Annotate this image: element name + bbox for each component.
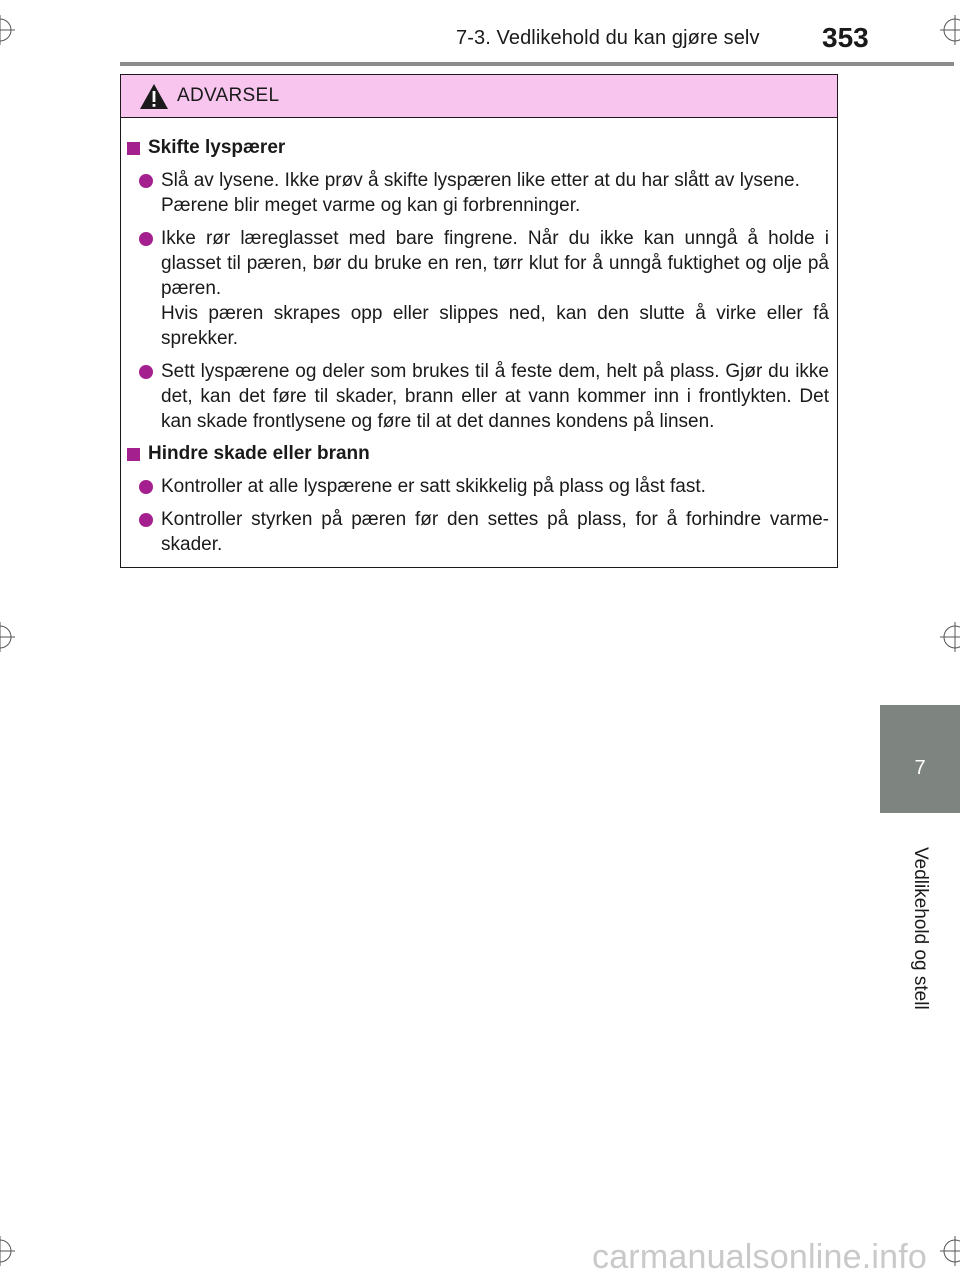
warning-header: [121, 75, 837, 118]
square-bullet-icon: [127, 448, 140, 461]
paragraph: Ikke rør læreglasset med bare fingrene. Når du ikke kan unngå å holde i glasset til pæren, bør du bruke en ren, tørr klut for å unngå fuktighet og olje på pæren.: [161, 228, 829, 299]
warning-box: [120, 74, 838, 568]
list-item-text: [161, 507, 829, 557]
list-item: [139, 474, 829, 499]
registration-mark-bottom-left: [0, 1236, 15, 1266]
chapter-number: 7: [914, 757, 926, 779]
page-number: 353: [822, 22, 869, 53]
paragraph: Slå av lysene. Ikke prøv å skifte lyspæren like etter at du har slått av lysene.: [161, 170, 800, 191]
header-divider: [120, 62, 954, 66]
paragraph: Pærene blir meget varme og kan gi forbrenninger.: [161, 195, 581, 216]
registration-mark-mid-left: [0, 622, 15, 652]
list-item: [139, 359, 829, 434]
round-bullet-icon: [139, 174, 153, 188]
paragraph: Kontroller styrken på pæren før den settes på plass, for å forhindre varme-skader.: [161, 509, 829, 555]
list-item: [139, 168, 829, 218]
chapter-tab: [880, 705, 960, 813]
list-item-text: [161, 226, 829, 351]
section-heading-text: Skifte lyspærer: [148, 137, 286, 158]
list-item-text: [161, 474, 829, 499]
list-item-text: [161, 359, 829, 434]
section-heading: [127, 136, 829, 160]
registration-mark-top-left: [0, 15, 15, 45]
section-heading-text: Hindre skade eller brann: [148, 443, 370, 464]
warning-body: [121, 118, 837, 557]
square-bullet-icon: [127, 142, 140, 155]
paragraph: Hvis pæren skrapes opp eller slippes ned, kan den slutte å virke eller få sprekker.: [161, 303, 829, 349]
list-item: [139, 507, 829, 557]
registration-mark-mid-right: [940, 622, 960, 652]
paragraph: Kontroller at alle lyspærene er satt skikkelig på plass og låst fast.: [161, 476, 706, 497]
warning-triangle-icon: [139, 83, 169, 110]
registration-mark-bottom-right: [940, 1236, 960, 1266]
chapter-title: Vedlikehold og stell: [910, 847, 931, 1010]
round-bullet-icon: [139, 365, 153, 379]
section-title: 7-3. Vedlikehold du kan gjøre selv: [456, 27, 760, 49]
warning-title: ADVARSEL: [177, 85, 280, 106]
round-bullet-icon: [139, 480, 153, 494]
list-item: [139, 226, 829, 351]
section-heading: [127, 442, 829, 466]
registration-mark-top-right: [940, 15, 960, 45]
paragraph: Sett lyspærene og deler som brukes til å feste dem, helt på plass. Gjør du ikke det, kan det føre til skader, brann eller at vann kommer inn i frontlykten. Det kan skade frontlysene og føre til at det dannes kondens på linsen.: [161, 361, 829, 432]
round-bullet-icon: [139, 513, 153, 527]
list-item-text: [161, 168, 829, 218]
watermark: carmanualsonline.info: [592, 1238, 927, 1276]
round-bullet-icon: [139, 232, 153, 246]
